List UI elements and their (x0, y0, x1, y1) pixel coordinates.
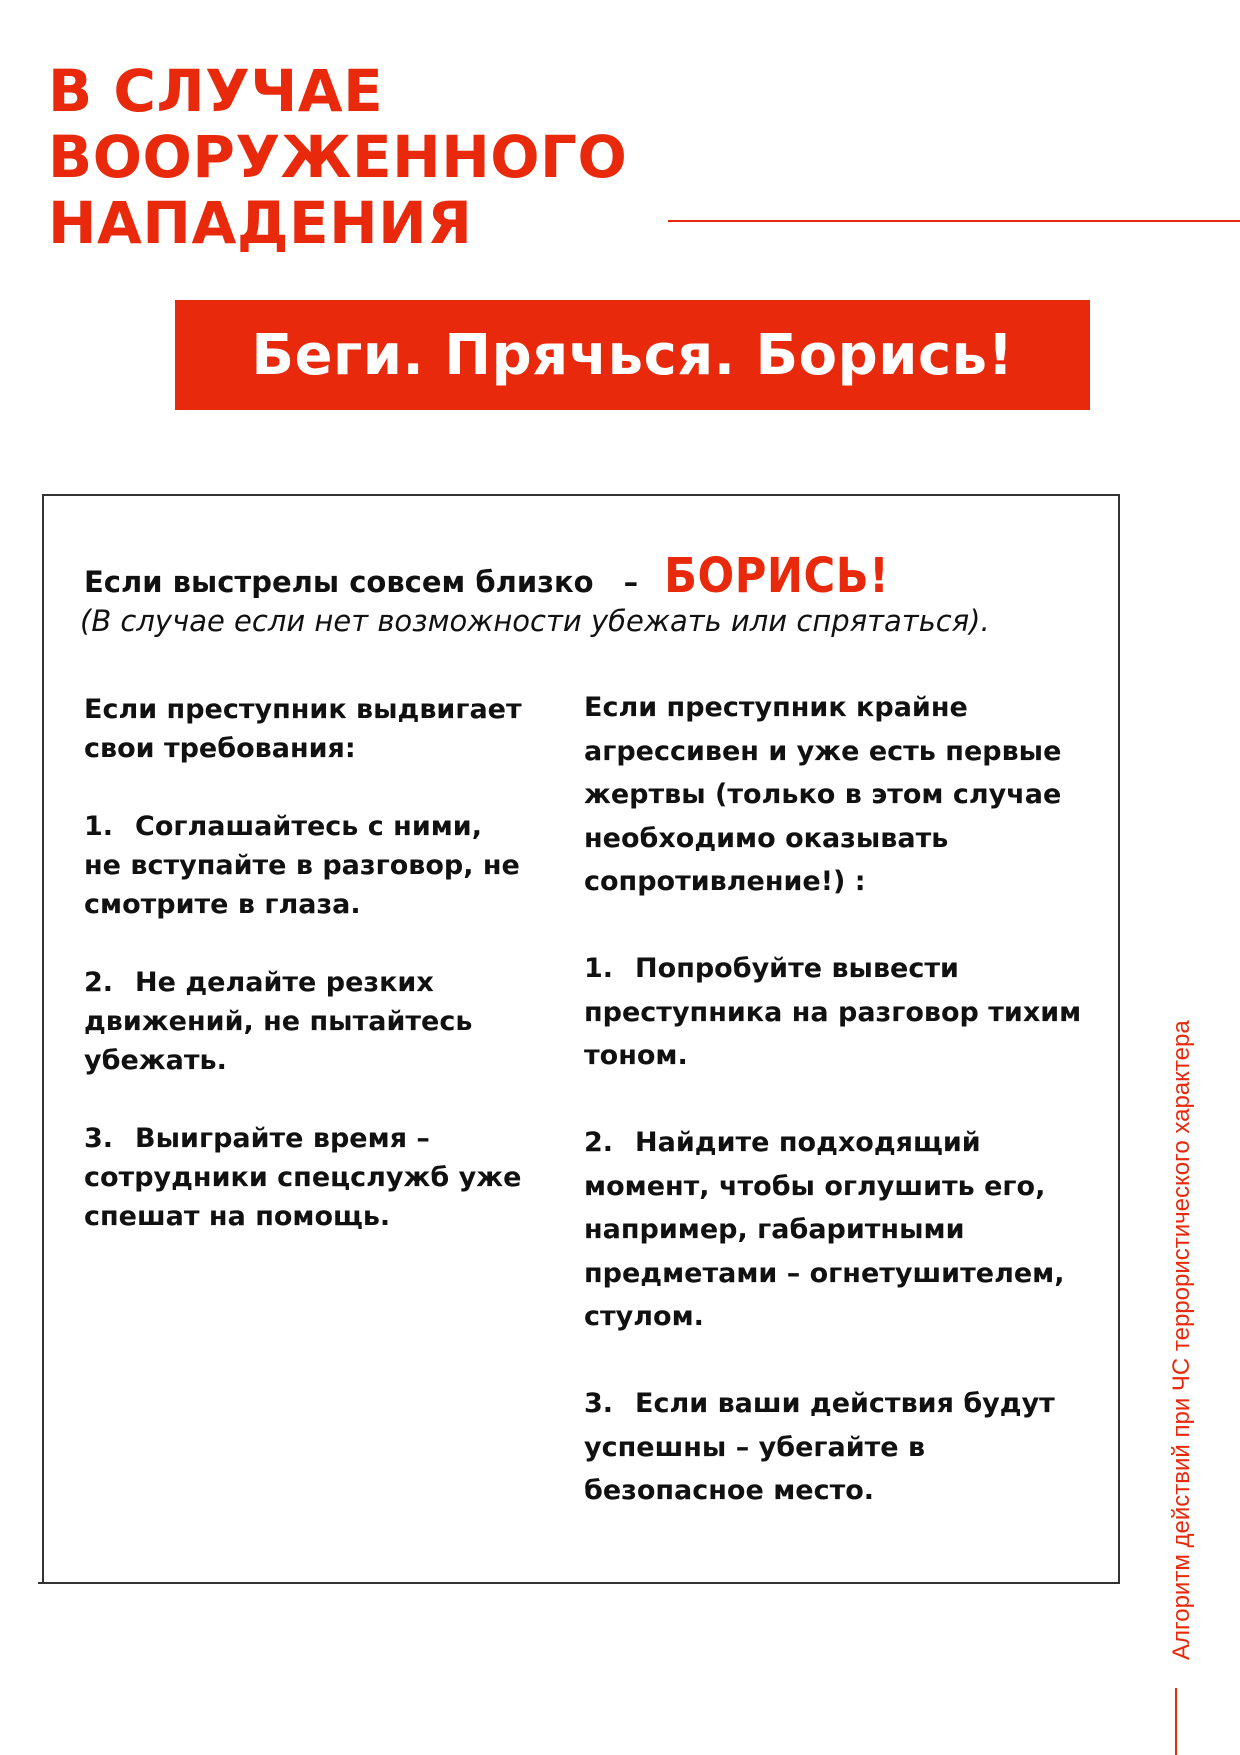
left-item-1 (84, 807, 524, 924)
left-item-2-number: 2. (84, 967, 114, 998)
right-item-1 (584, 947, 1104, 1078)
right-item-3-number: 3. (584, 1388, 614, 1419)
left-item-1-number: 1. (84, 811, 114, 842)
left-item-2-text: Не делайте резких движений, не пытайтесь убежать. (84, 967, 473, 1076)
left-item-2 (84, 963, 524, 1080)
left-item-1-text: Соглашайтесь с ними, не вступайте в разговор, не смотрите в глаза. (84, 811, 520, 920)
title-line-2: ВООРУЖЕННОГО (48, 123, 628, 191)
right-item-1-text: Попробуйте вывести преступника на разговор тихим тоном. (584, 953, 1082, 1071)
side-caption: Алгоритм действий при ЧС террористического характера (1168, 1020, 1195, 1660)
right-item-3-text: Если ваши действия будут успешны – убегайте в безопасное место. (584, 1388, 1055, 1506)
right-item-2-text: Найдите подходящий момент, чтобы оглушить его, например, габаритными предметами – огнетушителем, стулом. (584, 1127, 1065, 1332)
intro-dash: – (623, 565, 639, 599)
right-heading: Если преступник крайне агрессивен и уже есть первые жертвы (только в этом случае необходимо оказывать сопротивление!) : (584, 692, 1062, 897)
left-column (84, 690, 524, 1236)
title-line-3: НАПАДЕНИЯ (48, 189, 473, 257)
right-column (584, 686, 1104, 1513)
title-divider (668, 220, 1240, 222)
box-top-border (42, 494, 1120, 496)
intro-line (84, 548, 889, 604)
left-item-3 (84, 1119, 524, 1236)
side-divider (1175, 1688, 1177, 1755)
left-item-3-text: Выиграйте время – сотрудники спецслужб уже спешат на помощь. (84, 1123, 522, 1232)
right-item-2 (584, 1121, 1104, 1339)
slogan-text: Беги. Прячься. Борись! (251, 322, 1014, 388)
box-bottom-border (38, 1582, 1120, 1584)
right-item-3 (584, 1382, 1104, 1513)
title-line-1: В СЛУЧАЕ (48, 57, 384, 125)
left-heading: Если преступник выдвигает свои требования: (84, 694, 522, 764)
page-title (48, 58, 627, 256)
intro-action: БОРИСЬ! (664, 548, 890, 604)
right-item-2-number: 2. (584, 1127, 614, 1158)
slogan-banner (175, 300, 1090, 410)
intro-note: (В случае если нет возможности убежать или спрятаться). (80, 604, 990, 638)
right-item-1-number: 1. (584, 953, 614, 984)
left-item-3-number: 3. (84, 1123, 114, 1154)
intro-text: Если выстрелы совсем близко (84, 565, 594, 599)
